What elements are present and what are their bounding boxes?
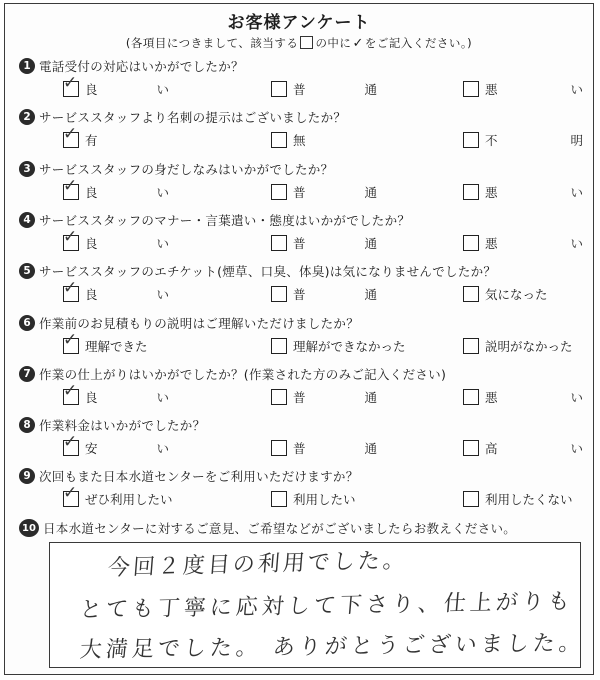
answer-option[interactable] (463, 233, 583, 253)
answer-option[interactable] (271, 130, 377, 150)
question-number-badge: 3 (19, 161, 35, 177)
answer-option[interactable] (63, 124, 169, 150)
question-text: サービススタッフのエチケット(煙草、口臭、体臭)は気になりませんでしたか？ (39, 264, 497, 280)
option-label: 普 通 (293, 82, 377, 97)
question-3 (5, 159, 595, 211)
checkbox[interactable] (271, 338, 287, 354)
answer-option[interactable] (63, 278, 169, 304)
check-mark-icon: ✓ (63, 175, 78, 196)
answer-option[interactable] (463, 182, 583, 202)
answer-option[interactable] (63, 483, 173, 509)
answer-option[interactable] (271, 438, 377, 458)
option-label: 利用したい (293, 492, 356, 508)
question-text: 電話受付の対応はいかがでしたか？ (39, 59, 244, 74)
answer-option[interactable] (63, 73, 169, 99)
checked-checkbox[interactable] (63, 175, 79, 200)
check-mark-icon: ✓ (63, 278, 78, 299)
question-number-badge: 10 (19, 519, 39, 537)
answer-option[interactable] (271, 284, 377, 304)
question-2 (5, 107, 595, 159)
question-number-badge: 1 (19, 58, 35, 74)
answer-option[interactable] (271, 336, 406, 356)
question-9 (5, 466, 595, 518)
instructions-after: をご記入ください。) (364, 36, 473, 50)
option-label: 説明がなかった (485, 338, 573, 354)
answer-option[interactable] (271, 79, 377, 99)
checked-checkbox[interactable] (63, 483, 79, 507)
option-label: 良 い (85, 287, 169, 303)
option-label: 普 通 (293, 184, 377, 200)
checkbox[interactable] (463, 184, 479, 200)
option-label: 無 (293, 133, 306, 149)
answer-option[interactable] (271, 489, 356, 509)
checkbox[interactable] (463, 81, 479, 97)
check-mark-icon: ✓ (63, 432, 78, 453)
checkbox[interactable] (271, 235, 287, 251)
checkbox[interactable] (271, 184, 287, 200)
checkbox[interactable] (463, 132, 479, 148)
checkbox[interactable] (463, 389, 479, 405)
option-label: 良 い (85, 389, 169, 405)
option-label: 良 い (85, 235, 169, 251)
answer-option[interactable] (463, 79, 583, 99)
instructions-middle: の中に (315, 36, 352, 50)
question-number-badge: 5 (19, 263, 35, 279)
question-text: サービススタッフのマナー・言葉遣い・態度はいかがでしたか？ (39, 212, 411, 228)
checkbox[interactable] (271, 491, 287, 507)
question-number-badge: 4 (19, 212, 35, 228)
checked-checkbox[interactable] (63, 432, 79, 456)
answer-option[interactable] (63, 175, 169, 202)
question-8 (5, 415, 595, 467)
handwritten-comment-line-2: とても丁寧に応対して下さり、仕上がりも (78, 589, 575, 624)
answer-option[interactable] (463, 336, 573, 356)
instructions (5, 35, 593, 51)
checked-checkbox[interactable] (63, 278, 79, 302)
option-label: 悪 い (485, 82, 583, 97)
option-label: ぜひ利用したい (85, 492, 173, 508)
check-mark-icon: ✓ (63, 483, 78, 504)
checkbox[interactable] (463, 440, 479, 456)
answer-option[interactable] (63, 226, 169, 253)
checkbox[interactable] (271, 81, 287, 97)
option-label: 気になった (485, 287, 548, 303)
check-mark-icon: ✓ (63, 124, 78, 145)
question-6 (5, 313, 595, 365)
checked-checkbox[interactable] (63, 329, 79, 354)
answer-option[interactable] (271, 233, 377, 253)
handwritten-comment-line-1: 今回２度目の利用でした。 (106, 548, 409, 582)
question-text: サービススタッフの身だしなみはいかがでしたか？ (39, 161, 334, 177)
option-label: 良 い (85, 82, 169, 97)
question-text: 作業料金はいかがでしたか？ (39, 418, 206, 434)
question-5 (5, 261, 595, 313)
checkbox[interactable] (463, 491, 479, 507)
question-1 (5, 56, 595, 108)
option-label: 普 通 (293, 389, 377, 405)
question-number-badge: 2 (19, 109, 35, 125)
option-label: 不 明 (485, 133, 583, 149)
instructions-before: (各項目につきまして、該当する (125, 36, 299, 50)
question-text: 次回もまた日本水道センターをご利用いただけますか？ (39, 469, 359, 485)
option-label: 悪 い (485, 235, 583, 251)
checkbox[interactable] (463, 286, 479, 302)
question-text: 日本水道センターに対するご意見、ご希望などがございましたらお教えください。 (43, 521, 517, 536)
question-4 (5, 210, 595, 262)
answer-option[interactable] (463, 438, 583, 458)
comment-box[interactable] (49, 542, 586, 668)
option-label: 悪 い (485, 184, 583, 200)
checkbox[interactable] (271, 286, 287, 302)
check-mark-icon: ✓ (63, 73, 78, 93)
question-number-badge: 6 (19, 315, 35, 331)
option-label: 普 通 (293, 441, 377, 457)
option-label: 高 い (485, 441, 583, 457)
sample-checkbox-icon (300, 36, 313, 49)
checkbox[interactable] (271, 389, 287, 405)
checked-checkbox[interactable] (63, 124, 79, 148)
answer-option[interactable] (463, 284, 548, 304)
survey-sheet (4, 3, 594, 675)
answer-option[interactable] (63, 380, 169, 407)
handwritten-comment-line-3: 大満足でした。 ありがとうございました。 (78, 630, 586, 664)
option-label: 理解ができなかった (293, 338, 406, 354)
question-text: 作業前のお見積もりの説明はご理解いただけましたか？ (39, 315, 360, 331)
checkbox[interactable] (463, 338, 479, 354)
checked-checkbox[interactable] (63, 73, 79, 97)
option-label: 普 通 (293, 287, 377, 303)
answer-option[interactable] (463, 489, 573, 509)
survey-title: お客様アンケート (227, 13, 371, 33)
option-label: 理解できた (85, 338, 148, 354)
option-label: 普 通 (293, 235, 377, 251)
check-mark-icon: ✓ (63, 329, 78, 350)
checkbox[interactable] (271, 440, 287, 456)
check-mark-icon: ✓ (63, 380, 78, 401)
question-text: サービススタッフより名刺の提示はございましたか？ (39, 110, 347, 126)
answer-option[interactable] (271, 387, 377, 407)
answer-option[interactable] (63, 329, 148, 356)
checkbox[interactable] (463, 235, 479, 251)
answer-option[interactable] (63, 432, 169, 458)
question-7 (5, 364, 595, 416)
option-label: 利用したくない (485, 492, 573, 508)
option-label: 有 (85, 133, 98, 149)
answer-option[interactable] (271, 182, 377, 202)
option-label: 良 い (85, 184, 169, 200)
question-text: 作業の仕上がりはいかがでしたか？(作業された方のみご記入ください) (39, 366, 447, 382)
question-number-badge: 8 (19, 417, 35, 433)
option-label: 悪 い (485, 389, 583, 405)
checked-checkbox[interactable] (63, 226, 79, 251)
option-label: 安 い (85, 441, 169, 457)
check-icon: ✓ (352, 36, 364, 51)
question-number-badge: 9 (19, 468, 35, 484)
check-mark-icon: ✓ (63, 226, 78, 247)
answer-option[interactable] (463, 387, 583, 407)
question-number-badge: 7 (19, 366, 35, 382)
answer-option[interactable] (463, 130, 583, 150)
checked-checkbox[interactable] (63, 380, 79, 405)
checkbox[interactable] (271, 132, 287, 148)
